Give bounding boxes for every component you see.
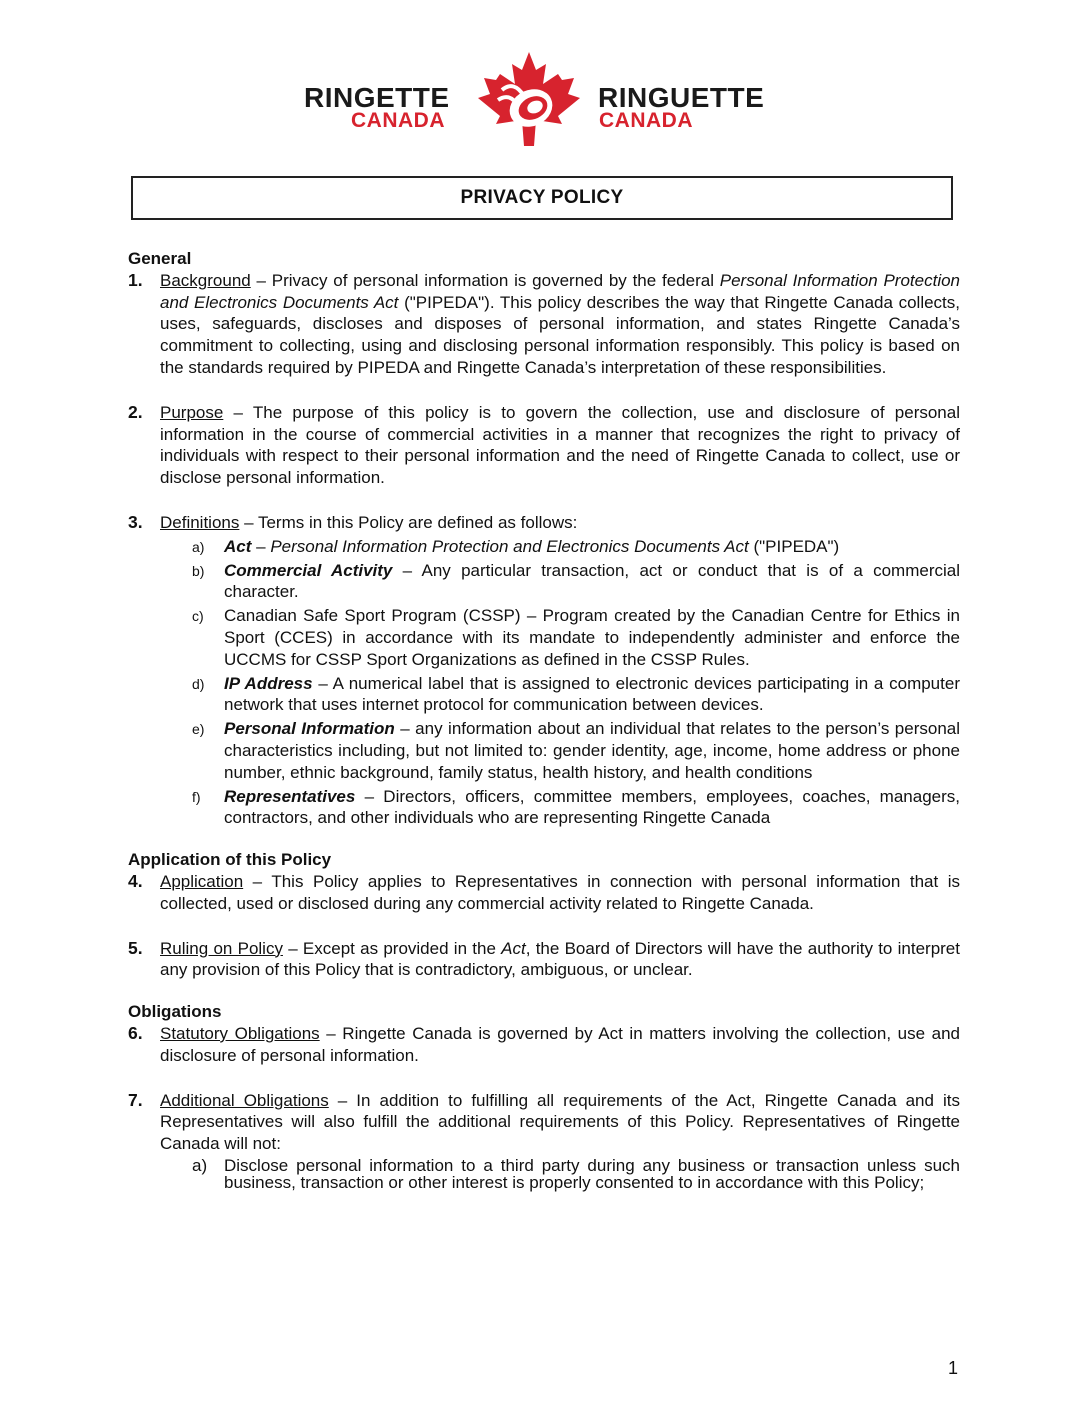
clause-term: Background xyxy=(160,270,251,290)
clause-6 xyxy=(128,1023,960,1067)
definition-text: – Directors, officers, committee members, employees, coaches, managers, contractors, and other individuals who are representing Ringette Canada xyxy=(224,786,960,828)
list-letter: a) xyxy=(192,1155,208,1175)
definition-term: Commercial Activity xyxy=(224,560,393,580)
clause-2 xyxy=(128,402,960,489)
page-title: PRIVACY POLICY xyxy=(131,176,953,220)
list-letter: a) xyxy=(192,538,205,555)
clause-number: 1. xyxy=(128,269,143,290)
definition-italic: Personal Information Protection and Electronics Documents Act xyxy=(270,536,749,556)
clause-text: – In addition to fulfilling all requirements of the Act, Ringette Canada and its Representatives will also fulfill the additional requirements of this Policy. Representatives of Ringette Canada will not: xyxy=(160,1090,960,1154)
clause-text: ("PIPEDA"). This policy describes the way that Ringette Canada collects, uses, safeguards, discloses and disposes of personal information, and states Ringette Canada’s commitment to collecting, using and disclosing personal information responsibly. This policy is based on the standards required by PIPEDA and Ringette Canada’s interpretation of these responsibilities. xyxy=(160,292,960,377)
definition-b xyxy=(128,560,960,604)
clause-number: 2. xyxy=(128,401,143,422)
clause-number: 7. xyxy=(128,1089,143,1110)
clause-5 xyxy=(128,938,960,982)
clause-text: , the Board of Directors will have the authority to interpret any provision of this Policy that is contradictory, ambiguous, or unclear. xyxy=(160,938,960,980)
definition-d xyxy=(128,673,960,717)
clause-text: – Privacy of personal information is governed by the federal xyxy=(250,270,720,290)
logo-left-bottom: CANADA xyxy=(351,109,445,132)
clause-text: – Terms in this Policy are defined as follows: xyxy=(239,512,578,532)
obligation-a xyxy=(128,1157,960,1191)
clause-7 xyxy=(128,1090,960,1155)
clause-4 xyxy=(128,871,960,915)
definition-term: Act xyxy=(224,536,252,556)
logo-right-bottom: CANADA xyxy=(599,109,693,132)
clause-term: Application xyxy=(160,871,244,891)
maple-leaf-icon xyxy=(474,50,584,148)
clause-term: Additional Obligations xyxy=(160,1090,329,1110)
clause-term: Ruling on Policy xyxy=(160,938,283,958)
definition-term: IP Address xyxy=(224,673,313,693)
definition-text: – A numerical label that is assigned to electronic devices participating in a computer network that uses internet protocol for communication between devices. xyxy=(224,673,960,715)
clause-number: 4. xyxy=(128,870,143,891)
logo-right-top: RINGUETTE xyxy=(598,82,765,113)
document-body xyxy=(128,248,960,1191)
clause-number: 6. xyxy=(128,1022,143,1043)
list-letter: b) xyxy=(192,562,205,579)
clause-text: – Ringette Canada is governed by Act in matters involving the collection, use and disclosure of personal information. xyxy=(160,1023,960,1065)
definition-e xyxy=(128,718,960,783)
definition-a xyxy=(128,536,960,558)
list-letter: e) xyxy=(192,721,205,738)
definition-dash: – xyxy=(251,536,271,556)
clause-term: Purpose xyxy=(160,402,224,422)
section-heading-application: Application of this Policy xyxy=(128,850,332,870)
section-heading-general: General xyxy=(128,249,192,268)
clause-number: 5. xyxy=(128,937,143,958)
list-letter: d) xyxy=(192,675,205,692)
clause-term: Definitions xyxy=(160,512,240,532)
clause-text: – This Policy applies to Representatives in connection with personal information that is collected, used or disclosed during any commercial activity related to Ringette Canada. xyxy=(160,871,960,913)
definition-term: Personal Information xyxy=(224,719,395,739)
definition-c xyxy=(128,605,960,670)
definition-text: – Any particular transaction, act or conduct that is of a commercial character. xyxy=(224,560,960,602)
definition-text: Canadian Safe Sport Program (CSSP) – Program created by the Canadian Centre for Ethics in Sport (CCES) in accordance with its mandate to independently administer and enforce the UCCMS for CSSP Sport Organizations as defined in the CSSP Rules. xyxy=(224,606,960,669)
list-letter: c) xyxy=(192,608,204,625)
obligation-text: Disclose personal information to a third party during any business or transaction unless such business, transaction or other interest is properly consented to in accordance with this Policy; xyxy=(224,1155,960,1192)
clause-term: Statutory Obligations xyxy=(160,1023,320,1043)
section-heading-obligations: Obligations xyxy=(128,1002,222,1022)
ringette-canada-logo xyxy=(304,50,784,150)
clause-1 xyxy=(128,270,960,379)
logo-left-top: RINGETTE xyxy=(304,82,450,113)
definition-f xyxy=(128,786,960,830)
definition-text: ("PIPEDA") xyxy=(748,536,840,556)
definition-term: Representatives xyxy=(224,786,356,806)
list-letter: f) xyxy=(192,788,201,805)
clause-text: – Except as provided in the xyxy=(282,938,502,958)
definition-text: – any information about an individual that relates to the person’s personal characteristics including, but not limited to: gender identity, age, income, home address or phone number, ethnic background, family status, health history, and health conditions xyxy=(224,719,960,782)
clause-3 xyxy=(128,512,960,534)
clause-text: – The purpose of this policy is to govern the collection, use and disclosure of personal information in the course of commercial activities in a manner that recognizes the right to privacy of individuals with respect to their personal information and the need of Ringette Canada to collect, use or disclose personal information. xyxy=(160,402,960,488)
clause-italic: Act xyxy=(501,938,526,958)
clause-number: 3. xyxy=(128,511,143,532)
clause-italic: Personal Information Protection and Electronics Documents Act xyxy=(160,270,961,312)
page-number: 1 xyxy=(947,1358,958,1378)
